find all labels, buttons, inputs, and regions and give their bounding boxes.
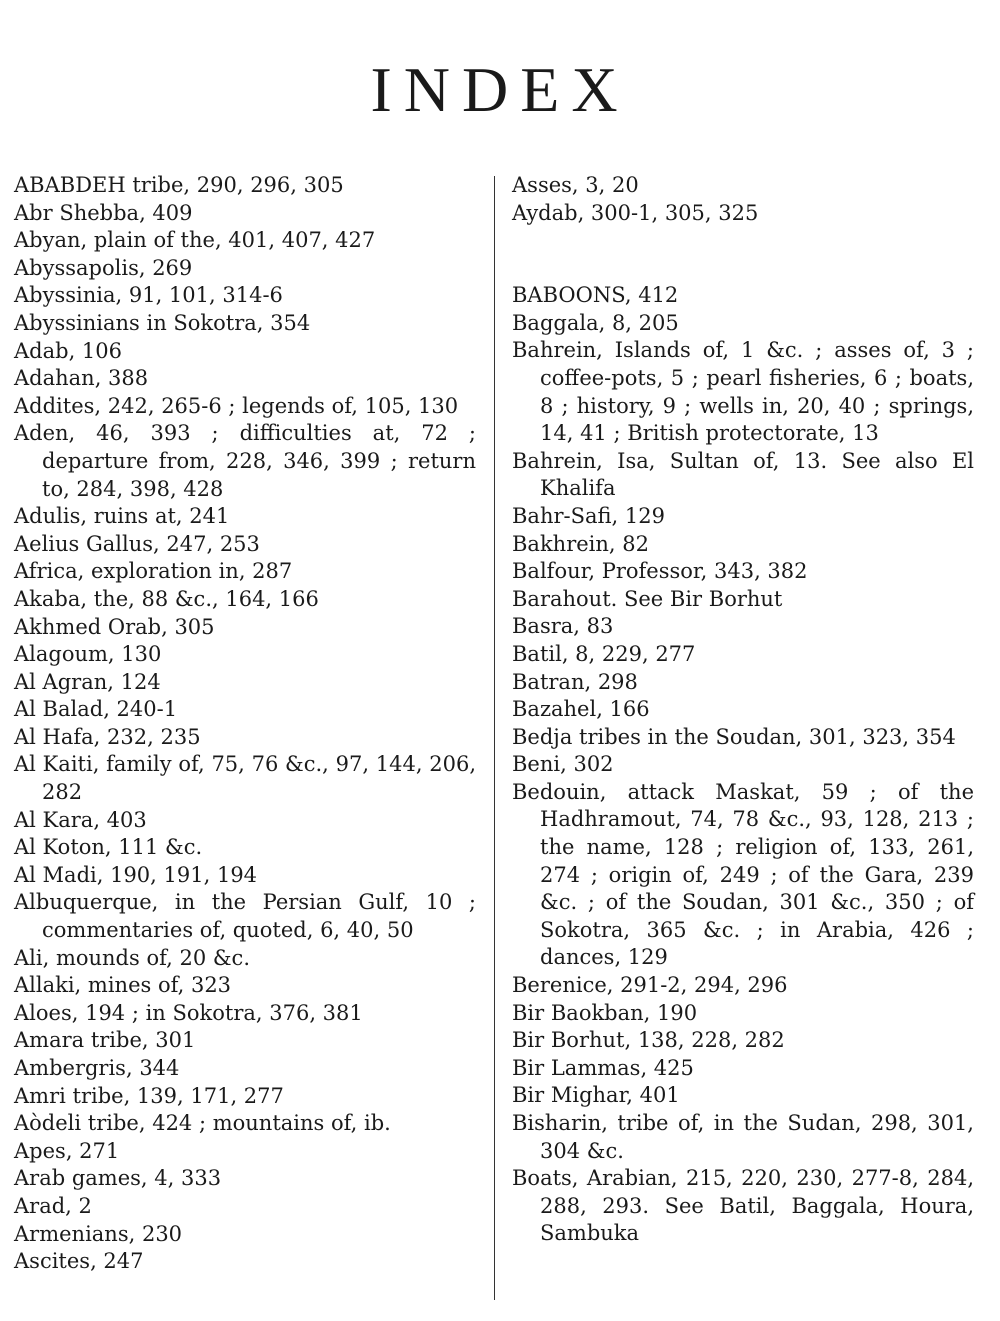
index-entry: Armenians, 230 (14, 1221, 183, 1246)
index-entry: Aelius Gallus, 247, 253 (14, 531, 260, 556)
index-entry: Alagoum, 130 (14, 642, 162, 667)
index-column-left (14, 172, 476, 1276)
index-entry: Adab, 106 (14, 338, 123, 363)
index-entry: Al Balad, 240-1 (14, 697, 178, 722)
index-entry: Aydab, 300-1, 305, 325 (512, 200, 759, 225)
page-title: INDEX (370, 53, 630, 125)
index-entry: Asses, 3, 20 (512, 173, 639, 197)
index-entry: Bazahel, 166 (512, 697, 650, 722)
index-entry: Abyan, plain of the, 401, 407, 427 (14, 228, 376, 253)
index-entry: Arad, 2 (14, 1193, 92, 1218)
index-entry: Aden, 46, 393 ; difficulties at, 72 ; departure from, 228, 346, 399 ; return to, 284, 398, 428 (14, 421, 476, 501)
index-entry: Adahan, 388 (14, 366, 149, 391)
index-entry: Bakhrein, 82 (512, 531, 649, 556)
index-entry: Abyssinia, 91, 101, 314-6 (14, 283, 283, 308)
index-entry: Bir Baokban, 190 (512, 1000, 698, 1025)
index-entry: Aòdeli tribe, 424 ; mountains of, ib. (14, 1111, 391, 1136)
index-entry: Africa, exploration in, 287 (14, 559, 293, 584)
index-entry: Batran, 298 (512, 669, 638, 694)
index-entry: Bahr-Safi, 129 (512, 503, 665, 528)
index-entry: Allaki, mines of, 323 (14, 973, 232, 998)
index-entry: BABOONS, 412 (512, 283, 679, 308)
letter-section-gap (512, 227, 974, 282)
index-entry: Albuquerque, in the Persian Gulf, 10 ; commentaries of, quoted, 6, 40, 50 (14, 890, 476, 943)
index-entry: Amara tribe, 301 (14, 1028, 196, 1053)
index-entry: Bedja tribes in the Soudan, 301, 323, 354 (512, 724, 956, 749)
index-entry: Al Koton, 111 &c. (14, 835, 203, 860)
index-entry: Berenice, 291-2, 294, 296 (512, 973, 788, 998)
index-entry: Ambergris, 344 (14, 1056, 180, 1080)
index-entry: Bedouin, attack Maskat, 59 ; of the Hadhramout, 74, 78 &c., 93, 128, 213 ; the name, 128 ; religion of, 133, 261, 274 ; origin of, 249 ; of the Gara, 239 &c. ; of the Soudan, 301 &c., 350 ; of Sokotra, 365 &c. ; in Arabia, 426 ; dances, 129 (512, 779, 974, 970)
index-entry: Addites, 242, 265-6 ; legends of, 105, 130 (14, 393, 459, 418)
index-entry: Bahrein, Isa, Sultan of, 13. See also El Khalifa (512, 448, 974, 501)
index-entry: Abr Shebba, 409 (14, 200, 193, 225)
index-entry: Ascites, 247 (14, 1249, 144, 1274)
index-entry: Barahout. See Bir Borhut (512, 586, 783, 611)
index-entry: Beni, 302 (512, 752, 614, 777)
index-entry: Bir Mighar, 401 (512, 1083, 680, 1108)
index-entry: Basra, 83 (512, 614, 614, 639)
index-entry: Akaba, the, 88 &c., 164, 166 (14, 586, 319, 611)
index-column-right (512, 172, 974, 1248)
index-entry: ABABDEH tribe, 290, 296, 305 (14, 173, 344, 197)
index-entry: Al Hafa, 232, 235 (14, 724, 201, 749)
index-entry: Abyssapolis, 269 (14, 255, 193, 280)
index-entry: Aloes, 194 ; in Sokotra, 376, 381 (14, 1000, 363, 1025)
index-entry: Apes, 271 (14, 1138, 120, 1163)
index-entry: Abyssinians in Sokotra, 354 (14, 310, 311, 335)
index-entry: Amri tribe, 139, 171, 277 (14, 1083, 284, 1108)
index-entry: Batil, 8, 229, 277 (512, 641, 696, 666)
index-entry: Arab games, 4, 333 (14, 1166, 222, 1191)
index-entry: Bahrein, Islands of, 1 &c. ; asses of, 3 ; coffee-pots, 5 ; pearl fisheries, 6 ; boats, 8 ; history, 9 ; wells in, 20, 40 ; springs, 14, 41 ; British protectorate, 13 (512, 338, 974, 446)
index-entry: Ali, mounds of, 20 &c. (14, 945, 250, 970)
index-entry: Balfour, Professor, 343, 382 (512, 559, 808, 584)
index-entry: Bisharin, tribe of, in the Sudan, 298, 301, 304 &c. (512, 1111, 974, 1163)
index-entry: Baggala, 8, 205 (512, 310, 679, 335)
index-entry: Al Agran, 124 (14, 669, 161, 694)
index-entry: Al Kara, 403 (14, 807, 147, 832)
index-entry: Bir Lammas, 425 (512, 1055, 694, 1080)
index-entry: Boats, Arabian, 215, 220, 230, 277-8, 284, 288, 293. See Batil, Baggala, Houra, Sambuka (512, 1166, 974, 1246)
index-entry: Bir Borhut, 138, 228, 282 (512, 1028, 785, 1053)
index-entry: Adulis, ruins at, 241 (14, 504, 230, 529)
index-entry: Al Kaiti, family of, 75, 76 &c., 97, 144, 206, 282 (14, 752, 476, 805)
index-entry: Akhmed Orab, 305 (14, 614, 215, 639)
column-divider (494, 176, 495, 1300)
index-entry: Al Madi, 190, 191, 194 (14, 862, 258, 887)
